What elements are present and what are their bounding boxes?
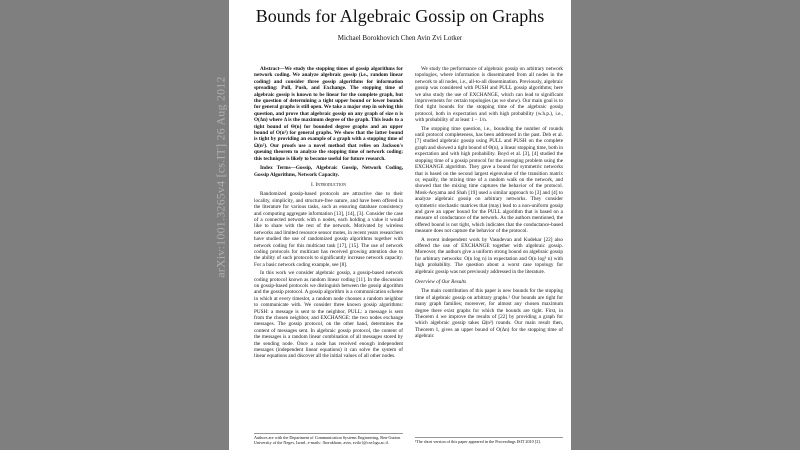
index-terms: Index Terms—Gossip, Algebraic Gossip, Network Coding, Gossip Algorithms, Network Capacity. (254, 165, 403, 178)
paper-authors: Michael Borokhovich Chen Avin Zvi Lotker (337, 34, 463, 42)
paragraph: A recent independent work by Vasudevan and Kudekar [22] also offered the use of EXCHANGE together with algebraic gossip. Moreover, the authors give a uniform strong bound on algebraic gossip for arbitrary networks: O(n log n) in expectation and O(n log² n) with high probability. The question about a worst case topology for algebraic gossip was not previously addressed in the literature. (415, 236, 563, 275)
footnote-left: Authors are with the Department of Communication Systems Engineering, Ben-Gurion University of the Negev, Israel, e-mails: {borokhom, avin, zvilo}@cse.bgu.ac.il. (254, 433, 403, 445)
paragraph: In this work we consider algebraic gossip, a gossip-based network coding protocol known as random linear coding [11]. In the discussion on gossip-based protocols we distinguish between the gossip algorithm and the gossip protocol. A gossip algorithm is a communication scheme in which at every timeslot, a random node chooses a random neighbor to communicate with. We consider three known gossip algorithms: PUSH: a message is sent to the neighbor, PULL: a message is sent from the chosen neighbor, and EXCHANGE: the two nodes exchange messages. The gossip protocol, on the other hand, determines the content of messages sent. In algebraic gossip protocol, the content of the messages is a random linear combination of all messages stored by the sending node. Once a node has received enough independent messages (independent linear equations) it can solve the system of linear equations and discover all the initial values of all other nodes. (254, 270, 403, 360)
paragraph: Randomized gossip-based protocols are attractive due to their locality, simplicity, and structure-free nature, and have been offered in the literature for various tasks, such as ensuring database consistency and computing aggregate information [13], [14], [3]. Consider the case of a connected network with n nodes, each holding a value it would like to share with the rest of the network. Motivated by wireless networks and limited resource sensor motes, in recent years researchers have studied the use of randomized gossip algorithms together with network coding for this multicast task [17], [15]. The use of network coding protocols for multicast has received growing attention due to the ability of such protocols to significantly increase network capacity. For a basic network coding example, see [8]. (254, 191, 403, 268)
arxiv-stamp (213, 12, 229, 342)
section-heading: I. Introduction (311, 181, 346, 188)
paragraph: The stopping time question, i.e., bounding the number of rounds until protocol completeness, has been addressed in the past. Deb et al. [7] studied algebraic gossip using PULL and PUSH on the complete graph and showed a tight bound of Θ(n), a linear stopping time, both in expectation and with high probability. Boyd et al. [3], [4] studied the stopping time of a gossip protocol for the averaging problem using the EXCHANGE algorithm. They gave a bound for symmetric networks that is based on the second largest eigenvalue of the transition matrix or, equally, the mixing time of a random walk on the network, and showed that the mixing time captures the behavior of the protocol. Mosk-Aoyama and Shah [19] used a similar approach to [3] and [4] to analyze algebraic gossip on arbitrary networks. They consider symmetric stochastic matrices that (may) lead to a non-uniform gossip and gave an upper bound for the PULL algorithm that is based on a measure of conductance of the network. As the authors mentioned, the offered bound is not tight, which indicates that the conductance-based measure does not capture the behavior of the protocol. (415, 125, 563, 235)
paragraph: We study the performance of algebraic gossip on arbitrary network topologies, where information is disseminated from all nodes in the network to all nodes, i.e., all-to-all dissemination. Previously, algebraic gossip was considered with PUSH and PULL gossip algorithms; here we also study the use of EXCHANGE, which can lead to significant improvements for certain topologies (as we show). Our main goal is to find tight bounds for the stopping time of the algebraic gossip protocol, both in expectation and with high probability (w.h.p.), i.e., with probability of at least 1 − 1/n. (415, 66, 563, 124)
footnote-right: ¹The short version of this paper appeared in the Proceedings ISIT 2010 [2]. (415, 437, 563, 444)
subsection-heading: Overview of Our Results (415, 279, 467, 285)
right-column (415, 66, 563, 342)
arxiv-stamp-text: arXiv:1001.3265v4 [cs.IT] 26 Aug 2012 (213, 76, 228, 278)
abstract: Abstract—We study the stopping times of gossip algorithms for network coding. We analyze algebraic gossip (i.e., random linear coding) and consider three gossip algorithms for information spreading: Pull, Push, and Exchange. The stopping time of algebraic gossip is known to be linear for the complete graph, but the question of determining a tight upper bound or lower bounds for general graphs is still open. We take a major step in solving this question, and prove that algebraic gossip on any graph of size n is O(Δn) where Δ is the maximum degree of the graph. This leads to a tight bound of Θ(n) for bounded degree graphs and an upper bound of O(n²) for general graphs. We show that the latter bound is tight by providing an example of a graph with a stopping time of Ω(n²). Our proofs use a novel method that relies on Jackson's queuing theorem to analyze the stopping time of network coding; this technique is likely to become useful for future research. (254, 66, 403, 162)
left-column (254, 66, 403, 362)
pdf-page[interactable] (229, 0, 571, 450)
paragraph: The main contribution of this paper is new bounds for the stopping time of algebraic gossip on arbitrary graphs.¹ Our bounds are tight for many graph families; moreover, for almost any chosen maximum degree there exist graphs for which the bounds are tight. First, in Theorem 4 we improve the results of [22] by providing a graph for which algebraic gossip takes Ω(n²) rounds. Our main result then, Theorem 1, gives an upper bound of O(Δn) for the stopping time of algebraic (415, 288, 563, 340)
paper-title: Bounds for Algebraic Gossip on Graphs (255, 6, 545, 26)
